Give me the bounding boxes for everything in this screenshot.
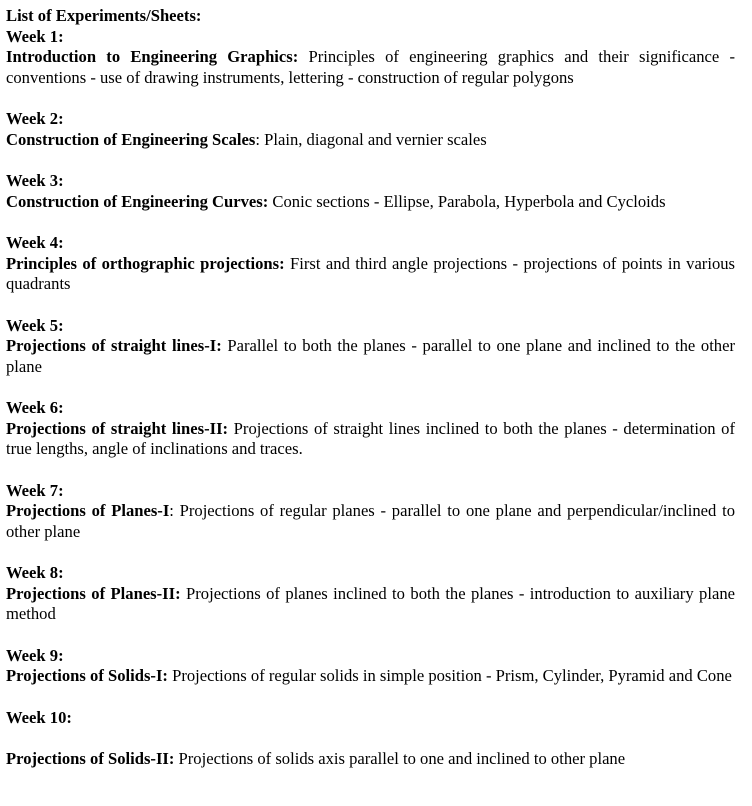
week-topic: Principles of orthographic projections: <box>6 253 285 273</box>
week-label: Week 10: <box>6 707 72 727</box>
week-5 <box>6 316 735 378</box>
week-topic: Projections of Solids-II: <box>6 749 175 768</box>
week-body <box>6 666 735 687</box>
week-description: Projections of solids axis parallel to one and inclined to other plane <box>174 749 626 768</box>
week-body <box>6 47 735 88</box>
week-description: : Plain, diagonal and vernier scales <box>255 129 487 149</box>
week-topic: Construction of Engineering Scales <box>6 129 256 149</box>
week-1 <box>6 27 735 89</box>
week-label: Week 7: <box>6 480 64 500</box>
week-topic: Introduction to Engineering Graphics: <box>6 47 299 66</box>
week-body <box>6 192 735 213</box>
week-7 <box>6 481 735 543</box>
week-description: Conic sections - Ellipse, Parabola, Hyperbola and Cycloids <box>268 191 666 211</box>
week-description: Projections of planes inclined to both the planes - introduction to auxiliary plane method <box>6 583 735 623</box>
week-body <box>6 501 735 542</box>
week-body <box>6 749 735 770</box>
week-topic: Projections of Planes-II: <box>6 583 181 603</box>
week-description: Parallel to both the planes - parallel to one plane and inclined to the other plane <box>6 336 735 376</box>
week-label: Week 3: <box>6 171 64 190</box>
week-body <box>6 130 735 151</box>
week-9 <box>6 646 735 687</box>
week-8 <box>6 563 735 625</box>
week-label: Week 5: <box>6 315 64 335</box>
week-label: Week 8: <box>6 563 64 582</box>
week-description: Projections of straight lines inclined to both the planes - determination of true lengths, angle of inclinations and traces. <box>6 418 735 458</box>
week-description: Principles of engineering graphics and their significance - conventions - use of drawing instruments, lettering - construction of regular polygons <box>6 47 735 87</box>
week-description: First and third angle projections - projections of points in various quadrants <box>6 253 735 293</box>
list-title: List of Experiments/Sheets: <box>6 6 202 25</box>
week-description: : Projections of regular planes - parallel to one plane and perpendicular/inclined to other plane <box>6 501 735 541</box>
week-2 <box>6 109 735 150</box>
week-label: Week 4: <box>6 233 64 252</box>
week-label: Week 9: <box>6 645 64 665</box>
week-6 <box>6 398 735 460</box>
week-body <box>6 254 735 295</box>
blank-line <box>6 728 735 749</box>
week-body <box>6 419 735 460</box>
week-3 <box>6 171 735 212</box>
week-topic: Projections of straight lines-II: <box>6 418 229 438</box>
week-label: Week 1: <box>6 26 64 46</box>
week-label: Week 6: <box>6 398 64 417</box>
week-topic: Projections of Planes-I <box>6 501 170 520</box>
week-4 <box>6 233 735 295</box>
week-body <box>6 584 735 625</box>
week-description: Projections of regular solids in simple position - Prism, Cylinder, Pyramid and Cone <box>167 666 732 685</box>
week-topic: Construction of Engineering Curves: <box>6 191 269 211</box>
week-10 <box>6 708 735 770</box>
week-topic: Projections of straight lines-I: <box>6 336 222 355</box>
week-body <box>6 336 735 377</box>
week-label: Week 2: <box>6 109 64 128</box>
week-topic: Projections of Solids-I: <box>6 666 168 685</box>
